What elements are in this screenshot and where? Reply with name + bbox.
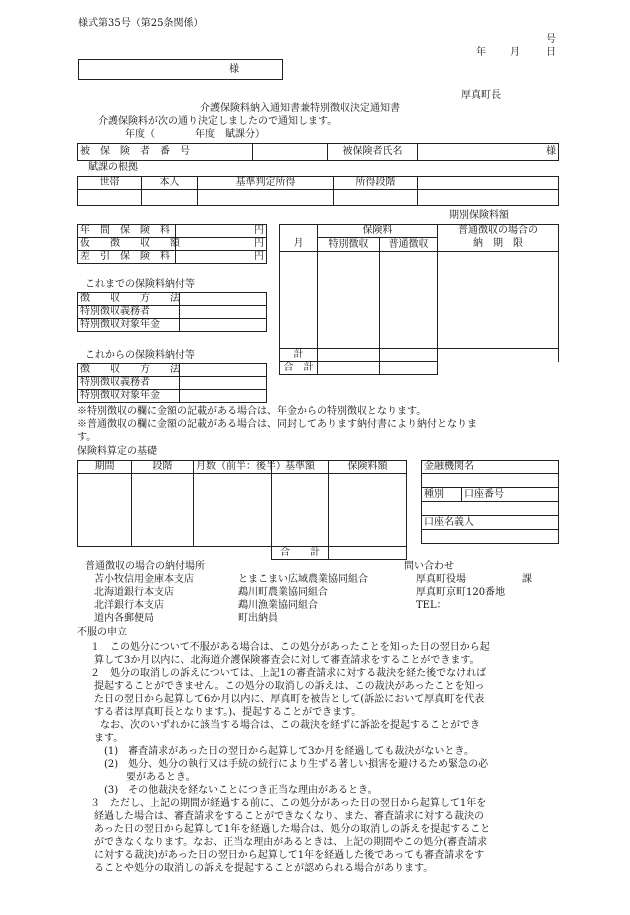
inquiry-label: 問い合わせ bbox=[404, 561, 454, 572]
insured-number-label: 被 保 険 者 番 号 bbox=[78, 144, 253, 161]
date-month: 月 bbox=[510, 47, 520, 58]
account-type-label: 種別 bbox=[422, 488, 462, 502]
premium-header: 保険料 bbox=[318, 225, 438, 238]
period-caption: 期別保険料額 bbox=[449, 210, 509, 221]
intro-text: 介護保険料が次の通り決定しましたので通知します。 bbox=[98, 116, 338, 127]
normal-deadline-header-1: 普通徴収の場合の bbox=[438, 225, 559, 238]
net-premium-label: 差 引 保 険 料 bbox=[78, 251, 176, 264]
insured-name-label: 被保険者氏名 bbox=[328, 144, 418, 161]
doc-number-label: 号 bbox=[546, 34, 556, 45]
insured-number-value bbox=[253, 144, 328, 161]
insured-name-suffix: 様 bbox=[418, 144, 559, 161]
note-normal-cont: す。 bbox=[77, 432, 97, 443]
calc-basis-label: 保険料算定の基礎 bbox=[77, 446, 157, 457]
document-title: 介護保険料納入通知書兼特別徴収決定通知書 bbox=[200, 103, 400, 114]
future-payment-table: 徴 収 方 法 特別徴収義務者 特別徴収対象年金 bbox=[77, 363, 267, 403]
calc-basis-table: 期間 段階 月数（前半：後半） 基準額 保険料額 合 計 bbox=[77, 460, 407, 560]
note-special: ※特別徴収の欄に金額の記載がある場合は、年金からの特別徴収となります。 bbox=[77, 406, 427, 417]
future-payment-label: これからの保険料納付等 bbox=[85, 350, 195, 361]
basis-label: 賦課の根拠 bbox=[88, 162, 138, 173]
total-label: 合 計 bbox=[280, 362, 318, 375]
inquiry-address: 厚真町京町120番地 bbox=[416, 587, 506, 598]
account-no-label: 口座番号 bbox=[462, 488, 559, 502]
date-year: 年 bbox=[476, 47, 486, 58]
inquiry-tel: TEL： bbox=[416, 600, 447, 611]
normal-deadline-header-2: 納 期 限 bbox=[438, 238, 559, 252]
basis-header-self: 本人 bbox=[142, 177, 198, 190]
inquiry-section: 課 bbox=[522, 574, 532, 585]
month-header: 月 bbox=[280, 238, 318, 252]
appeal-label: 不服の申立 bbox=[77, 627, 127, 638]
provisional-amount-label: 仮 徴 収 額 bbox=[78, 238, 176, 251]
past-payment-label: これまでの保険料納付等 bbox=[85, 279, 195, 290]
basis-header-household: 世帯 bbox=[78, 177, 142, 190]
addressee-box bbox=[78, 59, 283, 80]
annual-premium-label: 年 間 保 険 料 bbox=[78, 225, 176, 238]
premium-table: 年 間 保 険 料 円 仮 徴 収 額 円 差 引 保 険 料 円 bbox=[77, 224, 267, 264]
account-holder-label: 口座名義人 bbox=[422, 516, 559, 530]
addressee-suffix: 様 bbox=[229, 64, 239, 75]
payment-places-label: 普通徴収の場合の納付場所 bbox=[85, 561, 205, 572]
period-table bbox=[279, 224, 559, 375]
subtotal-label: 計 bbox=[280, 349, 318, 362]
basis-header-income: 基準判定所得 bbox=[198, 177, 334, 190]
bank-table bbox=[421, 460, 559, 544]
basis-table bbox=[77, 176, 559, 206]
special-header: 特別徴収 bbox=[318, 238, 380, 252]
past-payment-table: 徴 収 方 法 特別徴収義務者 特別徴収対象年金 bbox=[77, 292, 267, 332]
inquiry-office: 厚真町役場 bbox=[416, 574, 466, 585]
issuer: 厚真町長 bbox=[461, 90, 501, 101]
fiscal-year-line: 年度（ 年度 賦課分） bbox=[125, 129, 265, 140]
note-normal: ※普通徴収の欄に金額の記載がある場合は、同封してあります納付書により納付となりま bbox=[77, 419, 477, 430]
basis-header-stage: 所得段階 bbox=[334, 177, 418, 190]
date-day: 日 bbox=[546, 47, 556, 58]
bank-name-label: 金融機関名 bbox=[422, 461, 559, 474]
insured-table bbox=[77, 143, 559, 161]
form-number: 様式第35号（第25条関係） bbox=[78, 18, 204, 29]
calc-total-label: 合 計 bbox=[272, 547, 329, 560]
normal-header: 普通徴収 bbox=[380, 238, 438, 252]
